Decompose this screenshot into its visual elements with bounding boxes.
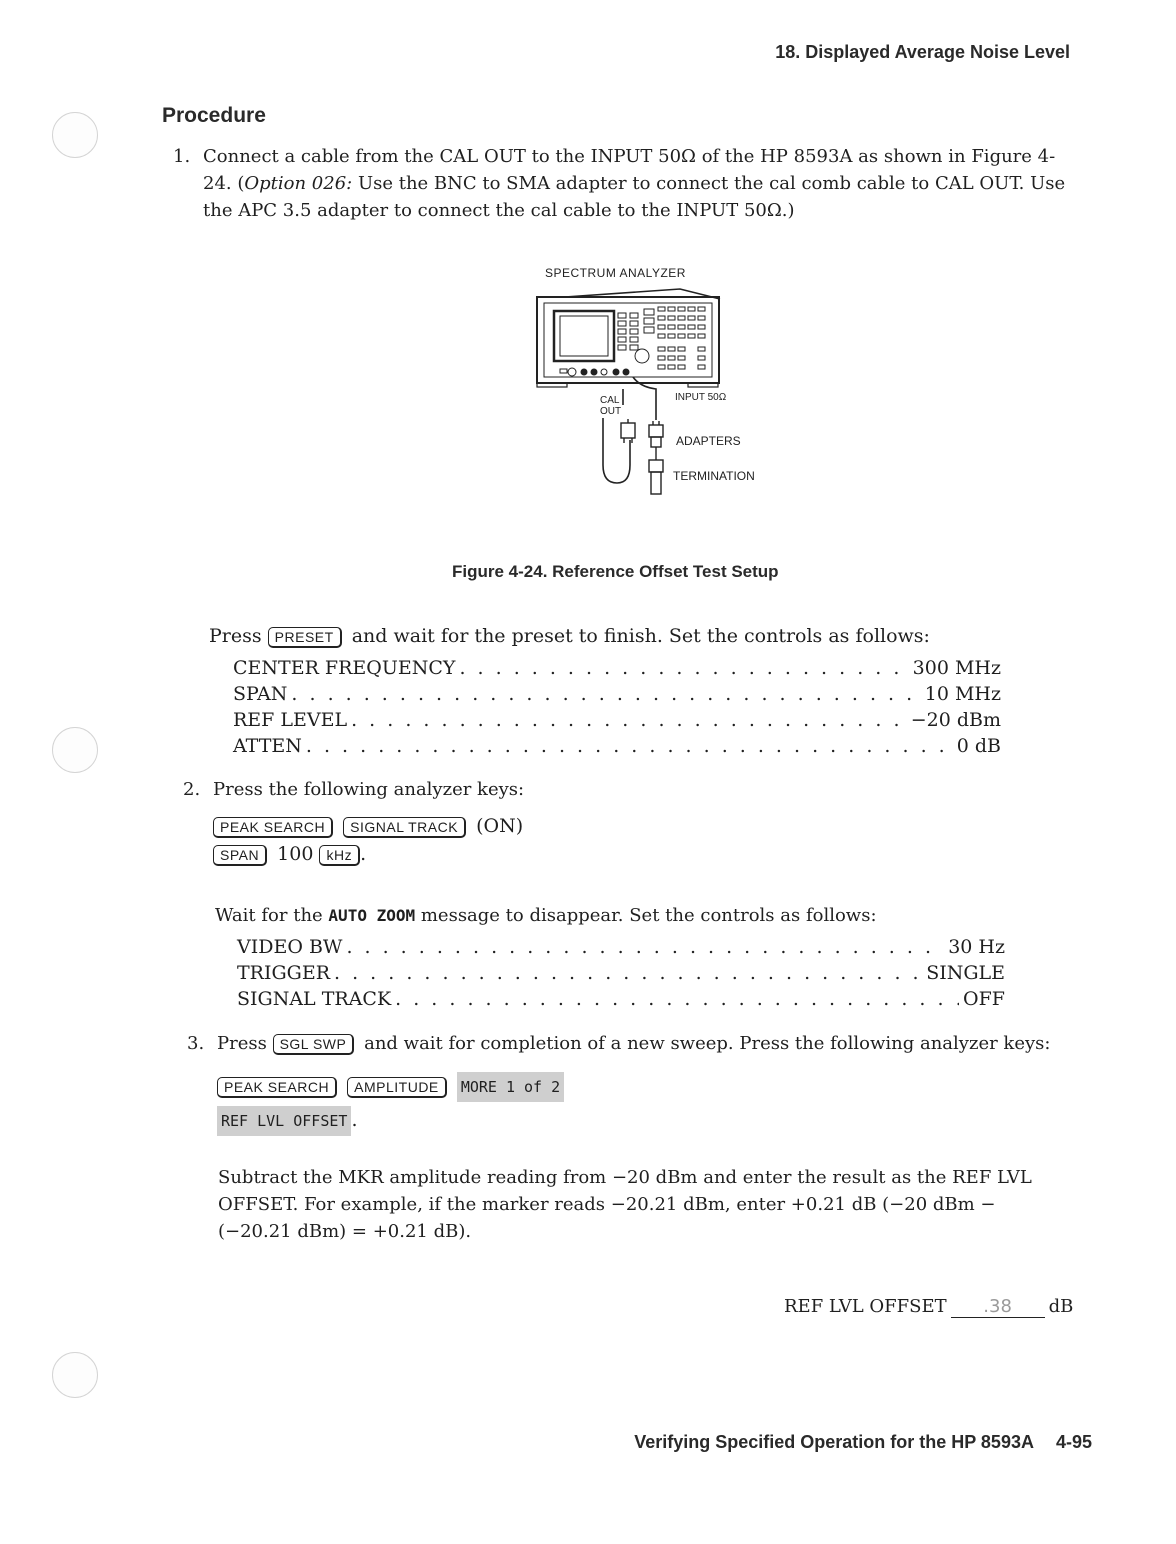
step-number: 2. <box>183 779 201 800</box>
control-value: OFF <box>963 988 1005 1010</box>
preset-instruction <box>209 622 930 650</box>
controls-table-1 <box>233 655 1001 759</box>
leader-dots <box>291 681 920 707</box>
step-2-text: Press the following analyzer keys: <box>213 779 525 800</box>
control-row <box>233 681 1001 707</box>
leader-dots <box>334 960 922 986</box>
page-number: 4-95 <box>1055 1432 1092 1452</box>
calibration-cable-icon <box>603 377 656 483</box>
ref-lvl-offset-softkey: REF LVL OFFSET <box>217 1106 351 1136</box>
binder-hole-top <box>52 112 98 158</box>
footer-title: Verifying Specified Operation for the HP 8593A <box>634 1432 1034 1452</box>
leader-dots <box>351 707 907 733</box>
peak-search-key: PEAK SEARCH <box>217 1077 337 1098</box>
running-head: 18. Displayed Average Noise Level <box>775 42 1070 62</box>
sgl-swp-key: SGL SWP <box>273 1034 355 1055</box>
auto-zoom-message: AUTO ZOOM <box>328 906 416 925</box>
record-label: REF LVL OFFSET <box>784 1296 947 1317</box>
spectrum-analyzer-icon <box>537 289 720 387</box>
control-label: REF LEVEL <box>233 709 348 731</box>
control-row <box>237 986 1005 1012</box>
binder-hole-bottom <box>52 1352 98 1398</box>
leader-dots <box>459 655 908 681</box>
control-label: VIDEO BW <box>237 936 343 958</box>
step-1-text-b: Use the BNC to SMA adapter to connect the cal comb cable to CAL OUT. Use the APC 3.5 adapter to connect the cal cable to the INPUT 50Ω.) <box>203 173 1066 221</box>
adapter-icons <box>621 419 663 447</box>
control-row <box>233 707 1001 733</box>
control-row <box>237 960 1005 986</box>
binder-hole-middle <box>52 727 98 773</box>
figure-caption: Figure 4-24. Reference Offset Test Setup <box>452 562 779 581</box>
preset-suffix: and wait for the preset to finish. Set the controls as follows: <box>351 625 930 647</box>
step-1-text-a: Connect a cable from the CAL OUT to the INPUT 50Ω of the HP 8593A as shown in Figure 4-24. ( <box>203 146 1056 194</box>
preset-key: PRESET <box>268 627 342 648</box>
control-label: CENTER FREQUENCY <box>233 657 456 679</box>
khz-key: kHz <box>319 845 360 866</box>
section-title: Procedure <box>162 104 266 127</box>
page-footer <box>634 1432 1092 1453</box>
step-3-prefix: Press <box>217 1033 267 1054</box>
test-setup-diagram <box>520 255 820 510</box>
adapters-label: ADAPTERS <box>676 434 741 448</box>
span-entry-value: 100 <box>277 843 314 865</box>
span-key: SPAN <box>213 845 267 866</box>
control-row <box>233 655 1001 681</box>
step-3-period: . <box>351 1109 358 1131</box>
termination-icon <box>649 447 663 494</box>
cal-out-label-line-1: CAL <box>600 395 620 406</box>
preset-prefix: Press <box>209 625 262 647</box>
signal-track-key: SIGNAL TRACK <box>343 817 466 838</box>
control-label: SPAN <box>233 683 288 705</box>
step-2-keys-line-2 <box>213 840 366 868</box>
control-row <box>237 934 1005 960</box>
step-2 <box>183 776 1073 803</box>
controls-table-2 <box>237 934 1005 1012</box>
step-3-keys-line-2 <box>217 1106 357 1136</box>
step-3 <box>187 1030 1051 1058</box>
leader-dots <box>306 733 953 759</box>
leader-dots <box>346 934 944 960</box>
step-3-suffix: and wait for completion of a new sweep. Press the following analyzer keys: <box>364 1033 1051 1054</box>
cal-out-label-line-2: OUT <box>600 406 622 417</box>
control-value: 10 MHz <box>924 683 1001 705</box>
auto-zoom-instruction <box>215 902 877 930</box>
control-label: SIGNAL TRACK <box>237 988 392 1010</box>
handwritten-entry: .38 <box>951 1297 1045 1318</box>
ref-lvl-offset-record <box>784 1296 1073 1318</box>
step-2-keys-line-1 <box>213 812 523 840</box>
subtract-paragraph: Subtract the MKR amplitude reading from −20 dBm and enter the result as the REF LVL OFFSET. For example, if the marker reads −20.21 dBm, enter +0.21 dB (−20 dBm − (−20.21 dBm) = +0.21 dB). <box>218 1167 1032 1242</box>
leader-dots <box>395 986 959 1012</box>
record-unit: dB <box>1048 1296 1074 1317</box>
control-value: 300 MHz <box>912 657 1001 679</box>
signal-track-state: (ON) <box>476 815 524 837</box>
termination-label: TERMINATION <box>673 469 755 483</box>
peak-search-key: PEAK SEARCH <box>213 817 333 838</box>
more-1-of-2-softkey: MORE 1 of 2 <box>457 1072 564 1102</box>
figure-title: SPECTRUM ANALYZER <box>545 266 686 280</box>
amplitude-key: AMPLITUDE <box>347 1077 447 1098</box>
control-value: −20 dBm <box>910 709 1001 731</box>
step-number: 3. <box>187 1033 205 1054</box>
step-number: 1. <box>173 146 191 167</box>
control-value: SINGLE <box>926 962 1005 984</box>
step-1-option-note: Option 026: <box>244 173 353 194</box>
control-value: 0 dB <box>956 735 1001 757</box>
step-1 <box>173 143 1073 224</box>
step-3-keys-line-1 <box>217 1072 568 1102</box>
step-2-period: . <box>360 843 367 865</box>
control-row <box>233 733 1001 759</box>
wait-prefix: Wait for the <box>215 905 323 926</box>
input-50-ohm-label: INPUT 50Ω <box>675 392 727 403</box>
control-label: ATTEN <box>233 735 302 757</box>
wait-suffix: message to disappear. Set the controls as follows: <box>420 905 877 926</box>
control-label: TRIGGER <box>237 962 331 984</box>
control-value: 30 Hz <box>948 936 1005 958</box>
